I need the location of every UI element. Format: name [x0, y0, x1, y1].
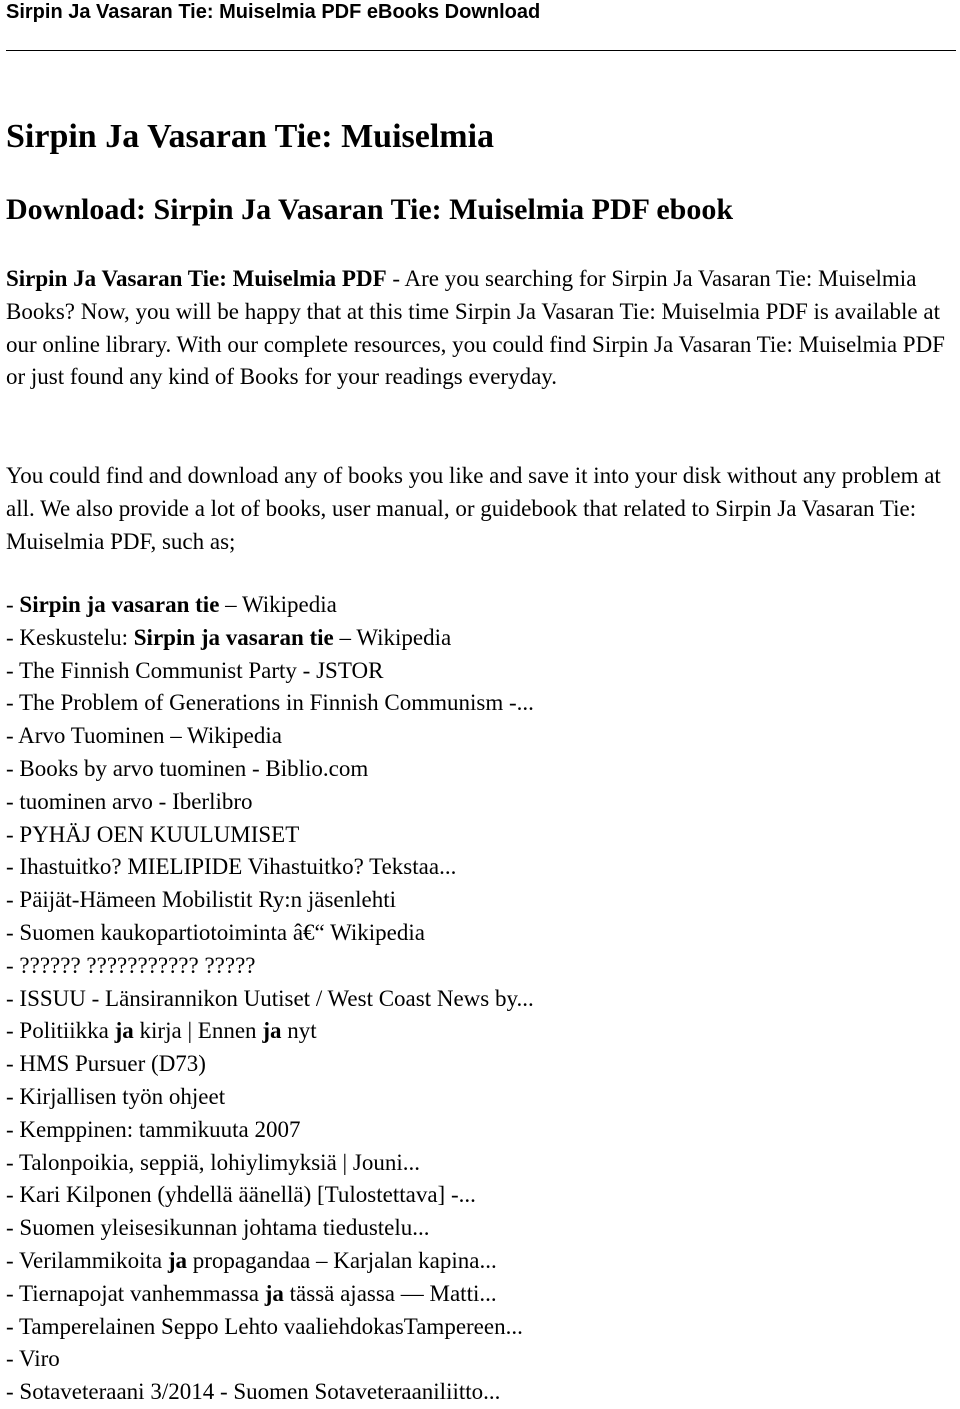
page-title: Sirpin Ja Vasaran Tie: Muiselmia: [6, 118, 495, 155]
download-heading: Download: Sirpin Ja Vasaran Tie: Muiselmia PDF ebook: [6, 193, 734, 226]
related-link[interactable]: - Kirjallisen työn ohjeet: [6, 1083, 226, 1109]
related-link[interactable]: - Sirpin ja vasaran tie – Wikipedia: [6, 592, 337, 617]
related-link[interactable]: - ?????? ??????????? ?????: [6, 952, 256, 978]
related-links-list: [6, 589, 534, 1409]
intro-lead: Sirpin Ja Vasaran Tie: Muiselmia PDF: [6, 266, 387, 291]
body-paragraph: You could find and download any of books you like and save it into your disk without any problem at all. We also provide a lot of books, user manual, or guidebook that related to Sirpin Ja Vasaran Tie: Muiselmia PDF, such as;: [6, 463, 941, 554]
document-header: Sirpin Ja Vasaran Tie: Muiselmia PDF eBooks Download: [6, 1, 541, 23]
related-link[interactable]: - Books by arvo tuominen - Biblio.com: [6, 755, 369, 781]
related-link[interactable]: - Politiikka ja kirja | Ennen ja nyt: [6, 1018, 317, 1044]
related-link[interactable]: - The Problem of Generations in Finnish Communism -...: [6, 690, 534, 716]
related-link[interactable]: - Suomen yleisesikunnan johtama tiedustelu...: [6, 1215, 430, 1241]
related-link[interactable]: - Päijät-Hämeen Mobilistit Ry:n jäsenlehti: [6, 887, 397, 913]
intro-paragraph: [6, 263, 956, 394]
related-link[interactable]: - Ihastuitko? MIELIPIDE Vihastuitko? Tekstaa...: [6, 854, 457, 880]
related-link[interactable]: - Verilammikoita ja propagandaa – Karjalan kapina...: [6, 1247, 497, 1273]
related-link[interactable]: - Viro: [6, 1346, 60, 1372]
related-link[interactable]: - Sotaveteraani 3/2014 - Suomen Sotaveteraaniliitto...: [6, 1379, 501, 1405]
intro-text: - Are you searching for Sirpin Ja Vasaran Tie: Muiselmia Books? Now, you will be happy that at this time Sirpin Ja Vasaran Tie: Muiselmia PDF is available at our online library. With our complete resources, you could find Sirpin Ja Vasaran Tie: Muiselmia PDF or just found any kind of Books for your readings everyday.: [6, 266, 945, 390]
related-link[interactable]: - Keskustelu: Sirpin ja vasaran tie – Wikipedia: [6, 624, 452, 650]
related-link[interactable]: - tuominen arvo - Iberlibro: [6, 788, 253, 814]
related-link[interactable]: - Tamperelainen Seppo Lehto vaaliehdokasTampereen...: [6, 1313, 523, 1339]
header-divider: [6, 50, 956, 51]
related-link[interactable]: - The Finnish Communist Party - JSTOR: [6, 657, 384, 683]
related-link[interactable]: - Arvo Tuominen – Wikipedia: [6, 723, 282, 749]
related-link[interactable]: - Suomen kaukopartiotoiminta â€“ Wikipedia: [6, 919, 425, 945]
related-link[interactable]: - Talonpoikia, seppiä, lohiylimyksiä | Jouni...: [6, 1149, 420, 1175]
related-link[interactable]: - Tiernapojat vanhemmassa ja tässä ajassa — Matti...: [6, 1280, 497, 1306]
related-link[interactable]: - ISSUU - Länsirannikon Uutiset / West Coast News by...: [6, 985, 534, 1011]
related-link[interactable]: - HMS Pursuer (D73): [6, 1051, 206, 1077]
related-link[interactable]: - Kemppinen: tammikuuta 2007: [6, 1116, 301, 1142]
related-link[interactable]: - Kari Kilponen (yhdellä äänellä) [Tulostettava] -...: [6, 1182, 476, 1208]
related-link[interactable]: - PYHÄJ OEN KUULUMISET: [6, 821, 300, 847]
